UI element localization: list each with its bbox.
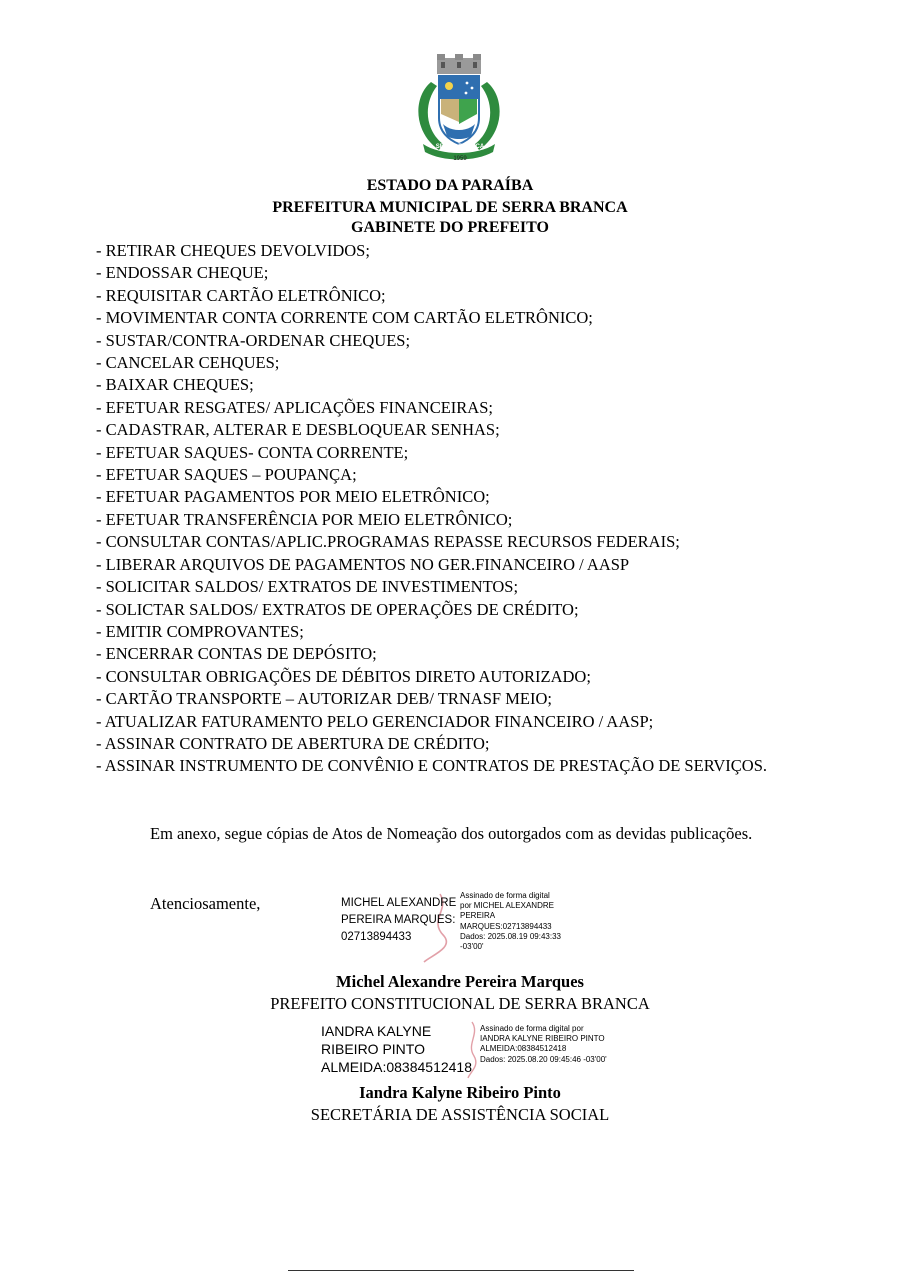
powers-list bbox=[96, 240, 816, 778]
list-item: - ATUALIZAR FATURAMENTO PELO GERENCIADOR FINANCEIRO / AASP; bbox=[96, 711, 654, 731]
list-item: - EMITIR COMPROVANTES; bbox=[96, 621, 304, 641]
list-item: - SUSTAR/CONTRA-ORDENAR CHEQUES; bbox=[96, 330, 411, 350]
header-prefecture: PREFEITURA MUNICIPAL DE SERRA BRANCA bbox=[272, 199, 628, 216]
list-item: - CANCELAR CEHQUES; bbox=[96, 353, 280, 373]
list-item: - EFETUAR RESGATES/ APLICAÇÕES FINANCEIRAS; bbox=[96, 397, 493, 417]
footer-divider bbox=[288, 1270, 634, 1271]
list-item: - EFETUAR SAQUES – POUPANÇA; bbox=[96, 465, 357, 485]
digital-signature-name: MICHEL ALEXANDRE PEREIRA MARQUES:02713894433 bbox=[341, 897, 457, 943]
list-item: - CONSULTAR CONTAS/APLIC.PROGRAMAS REPASSE RECURSOS FEDERAIS; bbox=[96, 532, 680, 552]
header-state: ESTADO DA PARAÍBA bbox=[366, 177, 534, 194]
signer-name-secretary: Iandra Kalyne Ribeiro Pinto bbox=[359, 1083, 561, 1102]
list-item: - EFETUAR TRANSFERÊNCIA POR MEIO ELETRÔNICO; bbox=[96, 509, 513, 529]
list-item: - ENDOSSAR CHEQUE; bbox=[96, 263, 269, 283]
list-item: - CARTÃO TRANSPORTE – AUTORIZAR DEB/ TRNASF MEIO; bbox=[96, 689, 552, 709]
list-item: - LIBERAR ARQUIVOS DE PAGAMENTOS NO GER.FINANCEIRO / AASP bbox=[96, 554, 630, 574]
annex-paragraph: Em anexo, segue cópias de Atos de Nomeação dos outorgados com as devidas publicações. bbox=[150, 824, 753, 843]
closing-salutation: Atenciosamente, bbox=[150, 894, 261, 913]
signer-name-mayor: Michel Alexandre Pereira Marques bbox=[336, 972, 584, 991]
list-item: - MOVIMENTAR CONTA CORRENTE COM CARTÃO ELETRÔNICO; bbox=[96, 308, 593, 328]
list-item: - CADASTRAR, ALTERAR E DESBLOQUEAR SENHAS; bbox=[96, 420, 500, 440]
header-cabinet: GABINETE DO PREFEITO bbox=[351, 219, 549, 236]
list-item: - ASSINAR CONTRATO DE ABERTURA DE CRÉDITO; bbox=[96, 733, 490, 753]
signer-title-mayor: PREFEITO CONSTITUCIONAL DE SERRA BRANCA bbox=[270, 994, 650, 1013]
list-item: - BAIXAR CHEQUES; bbox=[96, 375, 254, 395]
list-item: - EFETUAR PAGAMENTOS POR MEIO ELETRÔNICO; bbox=[96, 487, 490, 507]
list-item: - RETIRAR CHEQUES DEVOLVIDOS; bbox=[96, 241, 370, 260]
digital-signature-name: IANDRA KALYNE RIBEIRO PINTO ALMEIDA:08384512418 bbox=[321, 1023, 472, 1075]
digital-signature-note: Assinado de forma digital por MICHEL ALEXANDRE PEREIRA MARQUES:02713894433 Dados: 2025.08.19 09:43:33 -03'00' bbox=[460, 891, 561, 952]
list-item: - ENCERRAR CONTAS DE DEPÓSITO; bbox=[96, 644, 377, 664]
digital-signature-note: Assinado de forma digital por IANDRA KALYNE RIBEIRO PINTO ALMEIDA:08384512418 Dados: 2025.08.20 09:45:46 -03'00' bbox=[480, 1024, 607, 1064]
crest-ribbon-text: SERRA BRANCA bbox=[435, 144, 485, 150]
list-item: - SOLICITAR SALDOS/ EXTRATOS DE INVESTIMENTOS; bbox=[96, 577, 519, 597]
list-item: - CONSULTAR OBRIGAÇÕES DE DÉBITOS DIRETO AUTORIZADO; bbox=[96, 666, 591, 686]
list-item: - EFETUAR SAQUES- CONTA CORRENTE; bbox=[96, 442, 409, 462]
list-item: - REQUISITAR CARTÃO ELETRÔNICO; bbox=[96, 285, 386, 305]
list-item: - SOLICTAR SALDOS/ EXTRATOS DE OPERAÇÕES DE CRÉDITO; bbox=[96, 599, 579, 619]
list-item: - ASSINAR INSTRUMENTO DE CONVÊNIO E CONTRATOS DE PRESTAÇÃO DE SERVIÇOS. bbox=[96, 756, 768, 776]
crest-year: 1959 bbox=[453, 156, 467, 162]
signer-title-secretary: SECRETÁRIA DE ASSISTÊNCIA SOCIAL bbox=[310, 1105, 610, 1124]
